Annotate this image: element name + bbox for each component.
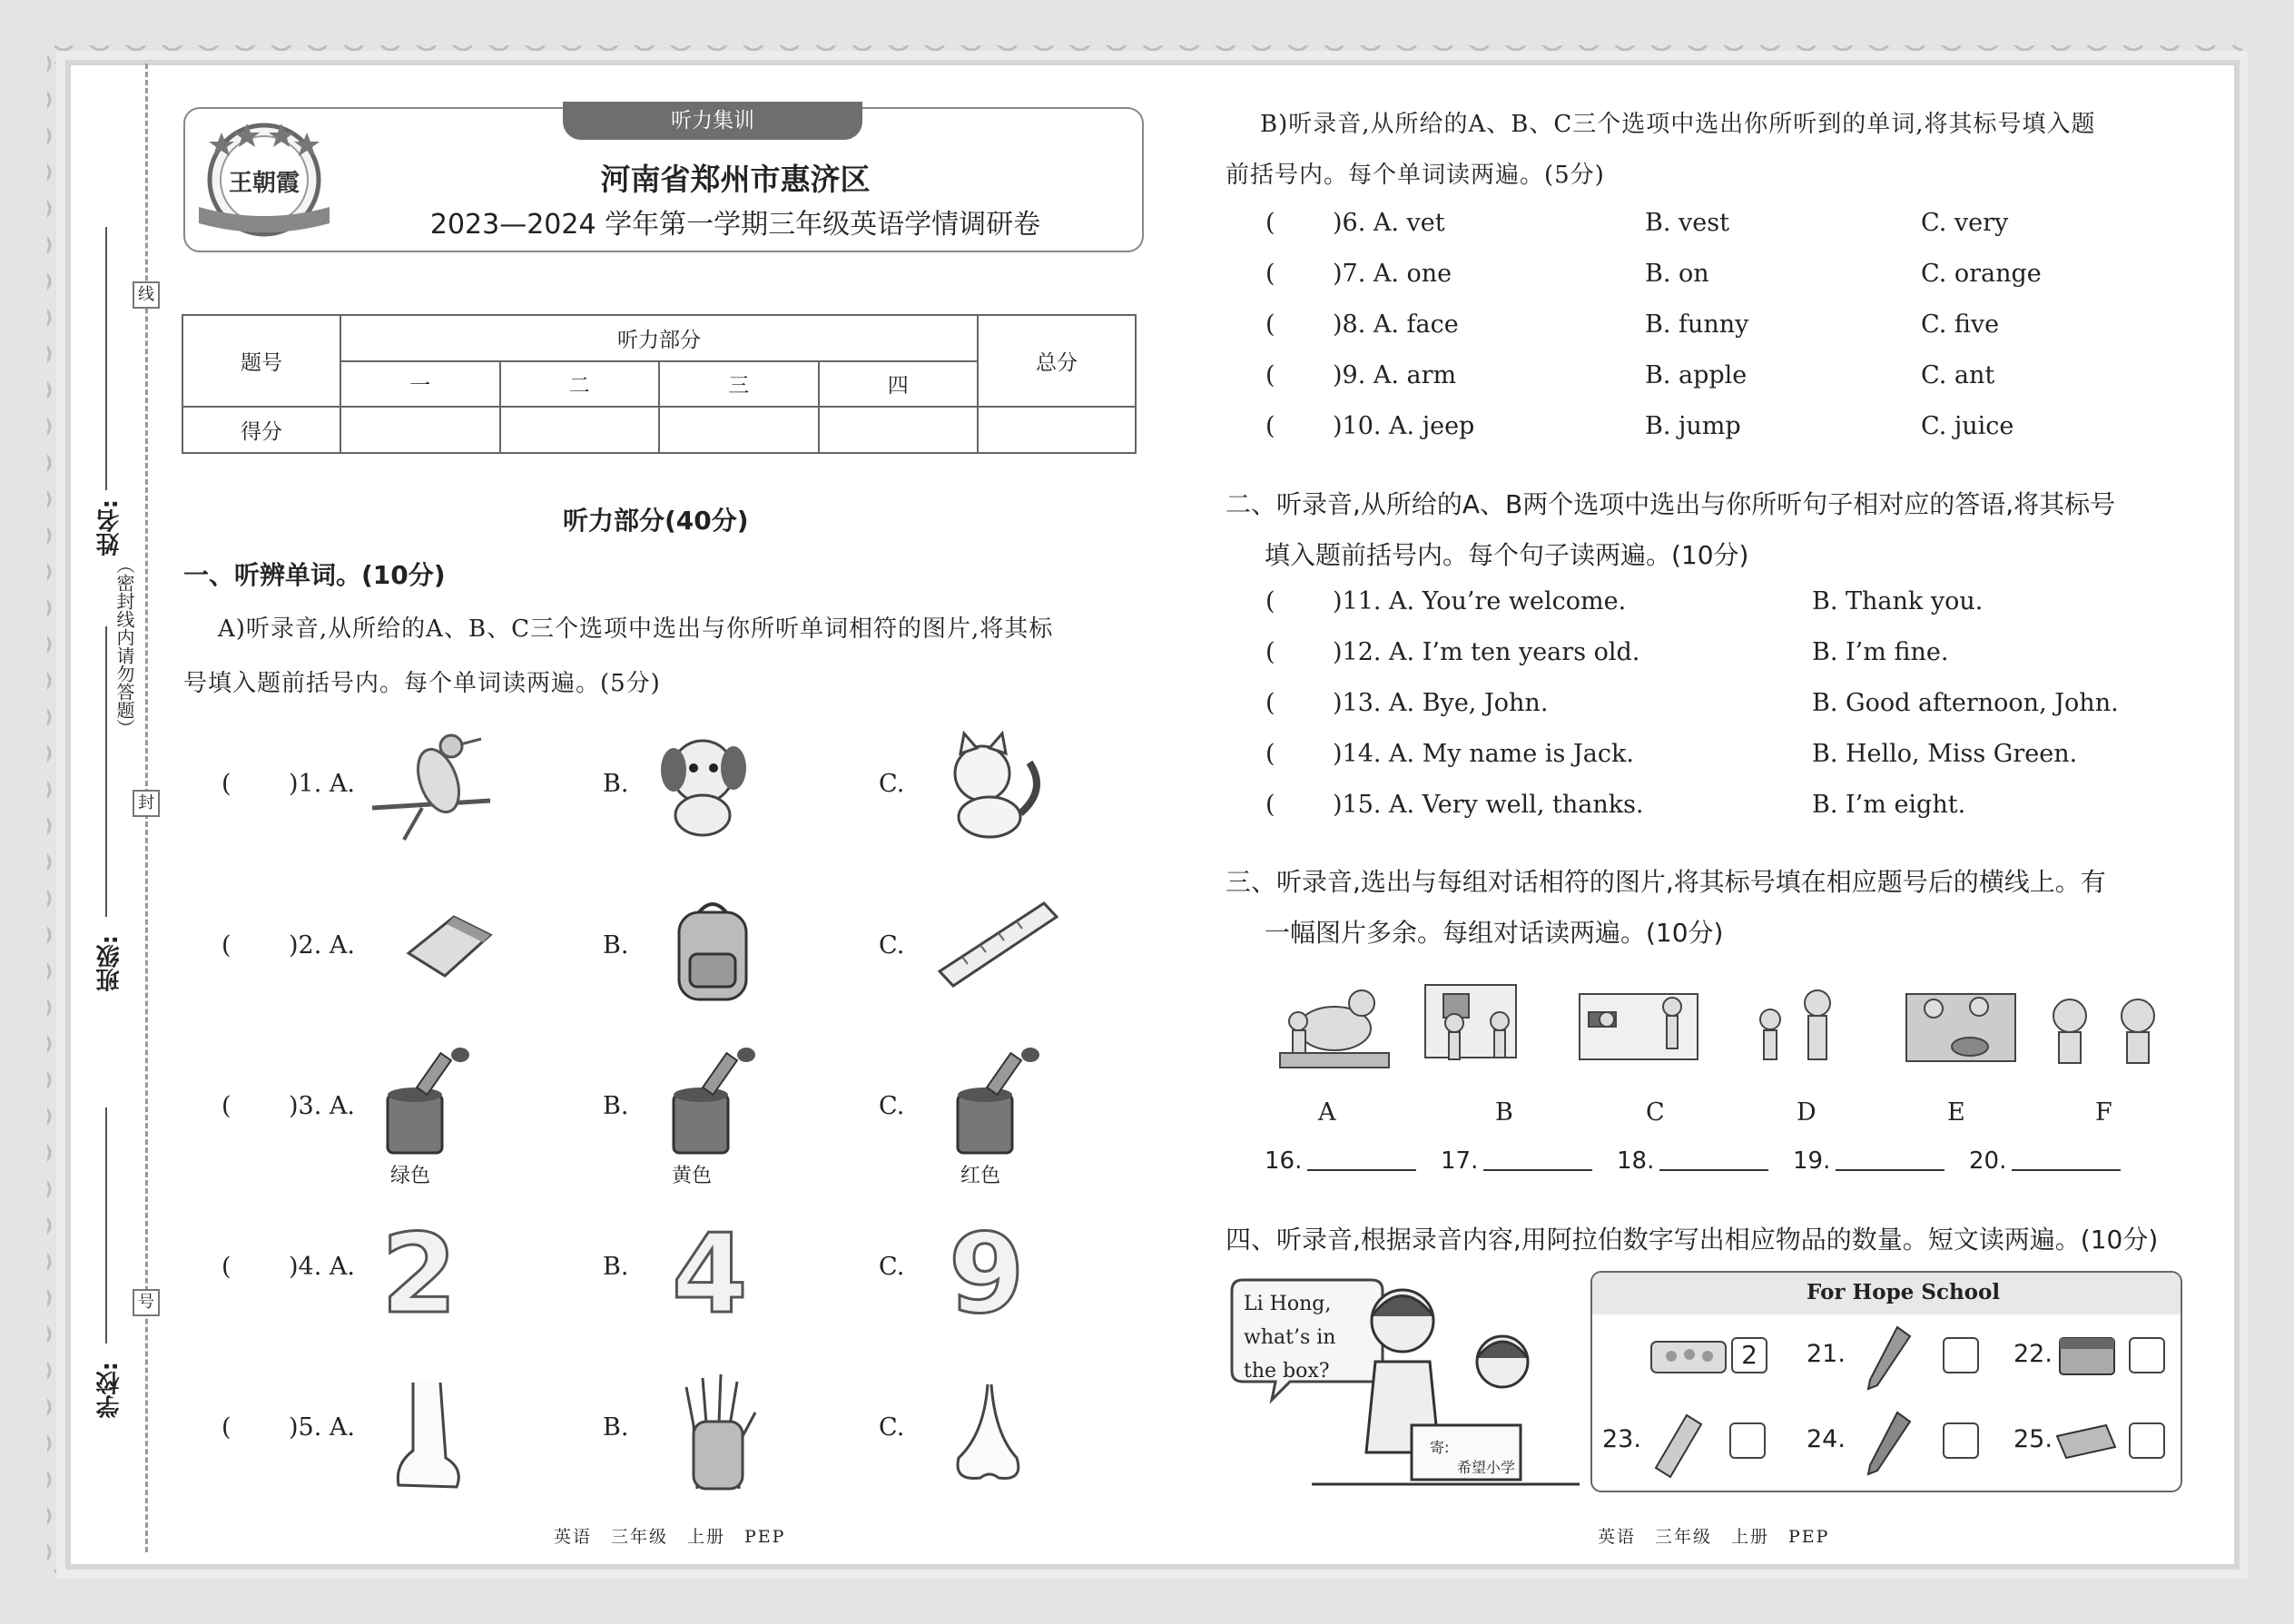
name-field[interactable] bbox=[105, 227, 107, 490]
dog-picture bbox=[646, 726, 764, 844]
ruler-picture bbox=[935, 899, 1062, 989]
score-header-listening: 听力部分 bbox=[340, 315, 978, 361]
item-25-label: 25. bbox=[2013, 1425, 2053, 1453]
item-22-label: 22. bbox=[2013, 1340, 2053, 1368]
pencil-case-example-icon bbox=[1648, 1334, 1729, 1380]
blank-16[interactable] bbox=[1307, 1149, 1416, 1171]
item-24-label: 24. bbox=[1807, 1425, 1846, 1453]
seal-mark-hao: 号 bbox=[133, 1289, 160, 1316]
q6-b: B. vest bbox=[1645, 209, 1729, 237]
q9-c: C. ant bbox=[1921, 361, 1995, 389]
book-icon bbox=[2053, 1416, 2119, 1465]
q14-a: )14. A. My name is Jack. bbox=[1333, 740, 1634, 768]
header-tab: 听力集训 bbox=[563, 102, 862, 140]
bubble-line-2: what’s in bbox=[1244, 1326, 1336, 1349]
pencil-box-icon bbox=[2056, 1331, 2118, 1380]
section1a-instruction-1: A)听录音,从所给的A、B、C三个选项中选出与你所听单词相符的图片,将其标 bbox=[218, 615, 1054, 643]
score-cell-3[interactable] bbox=[659, 407, 819, 453]
seal-mark-xian: 线 bbox=[133, 281, 160, 309]
section1-title: 一、听辨单词。(10分) bbox=[183, 560, 446, 590]
foot-picture bbox=[386, 1378, 468, 1496]
q15-a: )15. A. Very well, thanks. bbox=[1333, 791, 1644, 819]
seal-note: （密封线内请勿答题） bbox=[113, 556, 135, 737]
seal-mark-feng: 封 bbox=[133, 790, 160, 817]
score-header-total: 总分 bbox=[978, 315, 1136, 407]
red-paint-bucket-picture bbox=[947, 1044, 1047, 1162]
score-col-2: 二 bbox=[500, 361, 660, 408]
q5-label: )5. A. bbox=[289, 1413, 355, 1442]
q2-label: )2. A. bbox=[289, 931, 355, 960]
count-box-23[interactable] bbox=[1729, 1422, 1766, 1459]
q6-paren[interactable]: ( bbox=[1265, 209, 1275, 237]
q10-a: )10. A. jeep bbox=[1333, 412, 1475, 440]
q4-c-label: C. bbox=[879, 1253, 905, 1281]
q2-paren[interactable]: ( bbox=[222, 931, 231, 960]
class-label: 班级: bbox=[96, 935, 123, 992]
blank-17[interactable] bbox=[1483, 1149, 1592, 1171]
section3-instruction-1: 三、听录音,选出与每组对话相符的图片,将其标号填在相应题号后的横线上。有 bbox=[1226, 867, 2106, 897]
q12-b: B. I’m fine. bbox=[1812, 638, 1949, 666]
box-label-school: 希望小学 bbox=[1457, 1459, 1516, 1476]
class-field[interactable] bbox=[105, 626, 107, 917]
q3-b-label: B. bbox=[603, 1092, 629, 1120]
q5-c-label: C. bbox=[879, 1413, 905, 1442]
q12-paren[interactable]: ( bbox=[1265, 638, 1275, 666]
score-cell-4[interactable] bbox=[819, 407, 979, 453]
q8-b: B. funny bbox=[1645, 310, 1749, 339]
q2-c-label: C. bbox=[879, 931, 905, 960]
score-col-3: 三 bbox=[659, 361, 819, 408]
number-nine-picture: 9 bbox=[949, 1212, 1025, 1338]
q15-paren[interactable]: ( bbox=[1265, 791, 1275, 819]
section4-instruction: 四、听录音,根据录音内容,用阿拉伯数字写出相应物品的数量。短文读两遍。(10分) bbox=[1226, 1225, 2159, 1255]
binding-strip bbox=[74, 64, 183, 1552]
q8-c: C. five bbox=[1921, 310, 2000, 339]
bubble-line-3: the box? bbox=[1244, 1360, 1330, 1383]
brand-logo bbox=[194, 116, 334, 243]
q8-paren[interactable]: ( bbox=[1265, 310, 1275, 339]
q6-c: C. very bbox=[1921, 209, 2009, 237]
q9-b: B. apple bbox=[1645, 361, 1748, 389]
q8-a: )8. A. face bbox=[1333, 310, 1459, 339]
example-count-box: 2 bbox=[1731, 1337, 1767, 1373]
count-box-22[interactable] bbox=[2129, 1337, 2165, 1373]
q11-a: )11. A. You’re welcome. bbox=[1333, 587, 1627, 615]
bubble-line-1: Li Hong, bbox=[1244, 1293, 1332, 1315]
left-page-footer: 英语 三年级 上册 PEP bbox=[554, 1527, 786, 1547]
q13-a: )13. A. Bye, John. bbox=[1333, 689, 1549, 717]
pic-label-a: A bbox=[1318, 1098, 1336, 1127]
q1-paren[interactable]: ( bbox=[222, 770, 231, 798]
cat-picture bbox=[935, 726, 1053, 844]
score-col-4: 四 bbox=[819, 361, 979, 408]
q7-paren[interactable]: ( bbox=[1265, 260, 1275, 288]
ruler-icon bbox=[1652, 1412, 1707, 1481]
pic-label-f: F bbox=[2095, 1098, 2112, 1127]
q12-a: )12. A. I’m ten years old. bbox=[1333, 638, 1640, 666]
q3-c-label: C. bbox=[879, 1092, 905, 1120]
item-23-label: 23. bbox=[1602, 1425, 1641, 1453]
q2-b-label: B. bbox=[603, 931, 629, 960]
color-label-red: 红色 bbox=[960, 1165, 1001, 1187]
pic-label-d: D bbox=[1797, 1098, 1816, 1127]
score-row-defen: 得分 bbox=[182, 407, 340, 453]
exam-region-title: 河南省郑州市惠济区 bbox=[600, 162, 871, 197]
q1-c-label: C. bbox=[879, 770, 905, 798]
q10-c: C. juice bbox=[1921, 412, 2014, 440]
backpack-picture bbox=[663, 894, 763, 1008]
blank-19[interactable] bbox=[1836, 1149, 1944, 1171]
q10-b: B. jump bbox=[1645, 412, 1741, 440]
q7-b: B. on bbox=[1645, 260, 1709, 288]
q11-paren[interactable]: ( bbox=[1265, 587, 1275, 615]
q4-label: )4. A. bbox=[289, 1253, 355, 1281]
color-label-yellow: 黄色 bbox=[672, 1165, 713, 1187]
yellow-paint-bucket-picture bbox=[663, 1044, 763, 1162]
section2-instruction-1: 二、听录音,从所给的A、B两个选项中选出与你所听句子相对应的答语,将其标号 bbox=[1226, 489, 2116, 519]
q13-paren[interactable]: ( bbox=[1265, 689, 1275, 717]
hope-school-title: For Hope School bbox=[1807, 1280, 2001, 1304]
score-cell-total[interactable] bbox=[978, 407, 1136, 453]
item-21-label: 21. bbox=[1807, 1340, 1846, 1368]
name-label: 姓名: bbox=[96, 499, 123, 556]
pic-label-c: C bbox=[1646, 1098, 1665, 1127]
q14-paren[interactable]: ( bbox=[1265, 740, 1275, 768]
svg-text:王朝霞: 王朝霞 bbox=[228, 170, 300, 197]
count-box-25[interactable] bbox=[2129, 1422, 2165, 1459]
q3-paren[interactable]: ( bbox=[222, 1092, 231, 1120]
hand-picture bbox=[672, 1371, 763, 1493]
q11-b: B. Thank you. bbox=[1812, 587, 1984, 615]
count-box-21[interactable] bbox=[1943, 1337, 1979, 1373]
pen-icon bbox=[1861, 1324, 1915, 1393]
q9-a: )9. A. arm bbox=[1333, 361, 1457, 389]
speech-bubble bbox=[1244, 1287, 1380, 1388]
q4-paren[interactable]: ( bbox=[222, 1253, 231, 1281]
exam-subtitle: 2023—2024 学年第一学期三年级英语学情调研卷 bbox=[429, 209, 1041, 241]
green-paint-bucket-picture bbox=[377, 1044, 477, 1162]
school-field[interactable] bbox=[105, 1107, 107, 1343]
bird-picture bbox=[368, 726, 495, 844]
number-four-picture: 4 bbox=[672, 1212, 748, 1338]
q15-b: B. I’m eight. bbox=[1812, 791, 1966, 819]
blank-20[interactable] bbox=[2012, 1149, 2121, 1171]
dialogue-pictures bbox=[1262, 967, 2188, 1076]
count-box-24[interactable] bbox=[1943, 1422, 1979, 1459]
blank-17-label: 17. bbox=[1441, 1147, 1479, 1175]
right-page-footer: 英语 三年级 上册 PEP bbox=[1598, 1527, 1830, 1547]
section1b-instruction-1: B)听录音,从所给的A、B、C三个选项中选出你所听到的单词,将其标号填入题 bbox=[1260, 111, 2096, 138]
q7-a: )7. A. one bbox=[1333, 260, 1452, 288]
crayon-icon bbox=[1861, 1409, 1915, 1478]
blank-20-label: 20. bbox=[1969, 1147, 2007, 1175]
q9-paren[interactable]: ( bbox=[1265, 361, 1275, 389]
q6-a: )6. A. vet bbox=[1333, 209, 1445, 237]
number-two-picture: 2 bbox=[381, 1212, 458, 1338]
blank-19-label: 19. bbox=[1793, 1147, 1831, 1175]
score-table bbox=[182, 314, 1137, 454]
q1-label: )1. A. bbox=[289, 770, 355, 798]
section2-instruction-2: 填入题前括号内。每个句子读两遍。(10分) bbox=[1265, 540, 1749, 570]
q7-c: C. orange bbox=[1921, 260, 2042, 288]
q5-paren[interactable]: ( bbox=[222, 1413, 231, 1442]
q1-b-label: B. bbox=[603, 770, 629, 798]
q4-b-label: B. bbox=[603, 1253, 629, 1281]
color-label-green: 绿色 bbox=[390, 1165, 431, 1187]
q10-paren[interactable]: ( bbox=[1265, 412, 1275, 440]
q14-b: B. Hello, Miss Green. bbox=[1812, 740, 2078, 768]
section3-instruction-2: 一幅图片多余。每组对话读两遍。(10分) bbox=[1265, 918, 1724, 948]
q13-b: B. Good afternoon, John. bbox=[1812, 689, 2119, 717]
eraser-picture bbox=[399, 899, 499, 989]
pic-label-b: B bbox=[1495, 1098, 1513, 1127]
blank-18[interactable] bbox=[1659, 1149, 1768, 1171]
section1a-instruction-2: 号填入题前括号内。每个单词读两遍。(5分) bbox=[183, 670, 661, 697]
score-cell-2[interactable] bbox=[500, 407, 660, 453]
listening-section-title: 听力部分(40分) bbox=[563, 506, 749, 536]
nose-picture bbox=[944, 1380, 1026, 1489]
score-header-tihao: 题号 bbox=[182, 315, 340, 407]
q3-label: )3. A. bbox=[289, 1092, 355, 1120]
box-label-from: 寄: bbox=[1430, 1439, 1450, 1456]
score-col-1: 一 bbox=[340, 361, 500, 408]
school-label: 学校: bbox=[96, 1362, 123, 1419]
blank-16-label: 16. bbox=[1265, 1147, 1303, 1175]
score-cell-1[interactable] bbox=[340, 407, 500, 453]
pic-label-e: E bbox=[1947, 1098, 1965, 1127]
section1b-instruction-2: 前括号内。每个单词读两遍。(5分) bbox=[1226, 162, 1605, 189]
blank-18-label: 18. bbox=[1617, 1147, 1655, 1175]
q5-b-label: B. bbox=[603, 1413, 629, 1442]
